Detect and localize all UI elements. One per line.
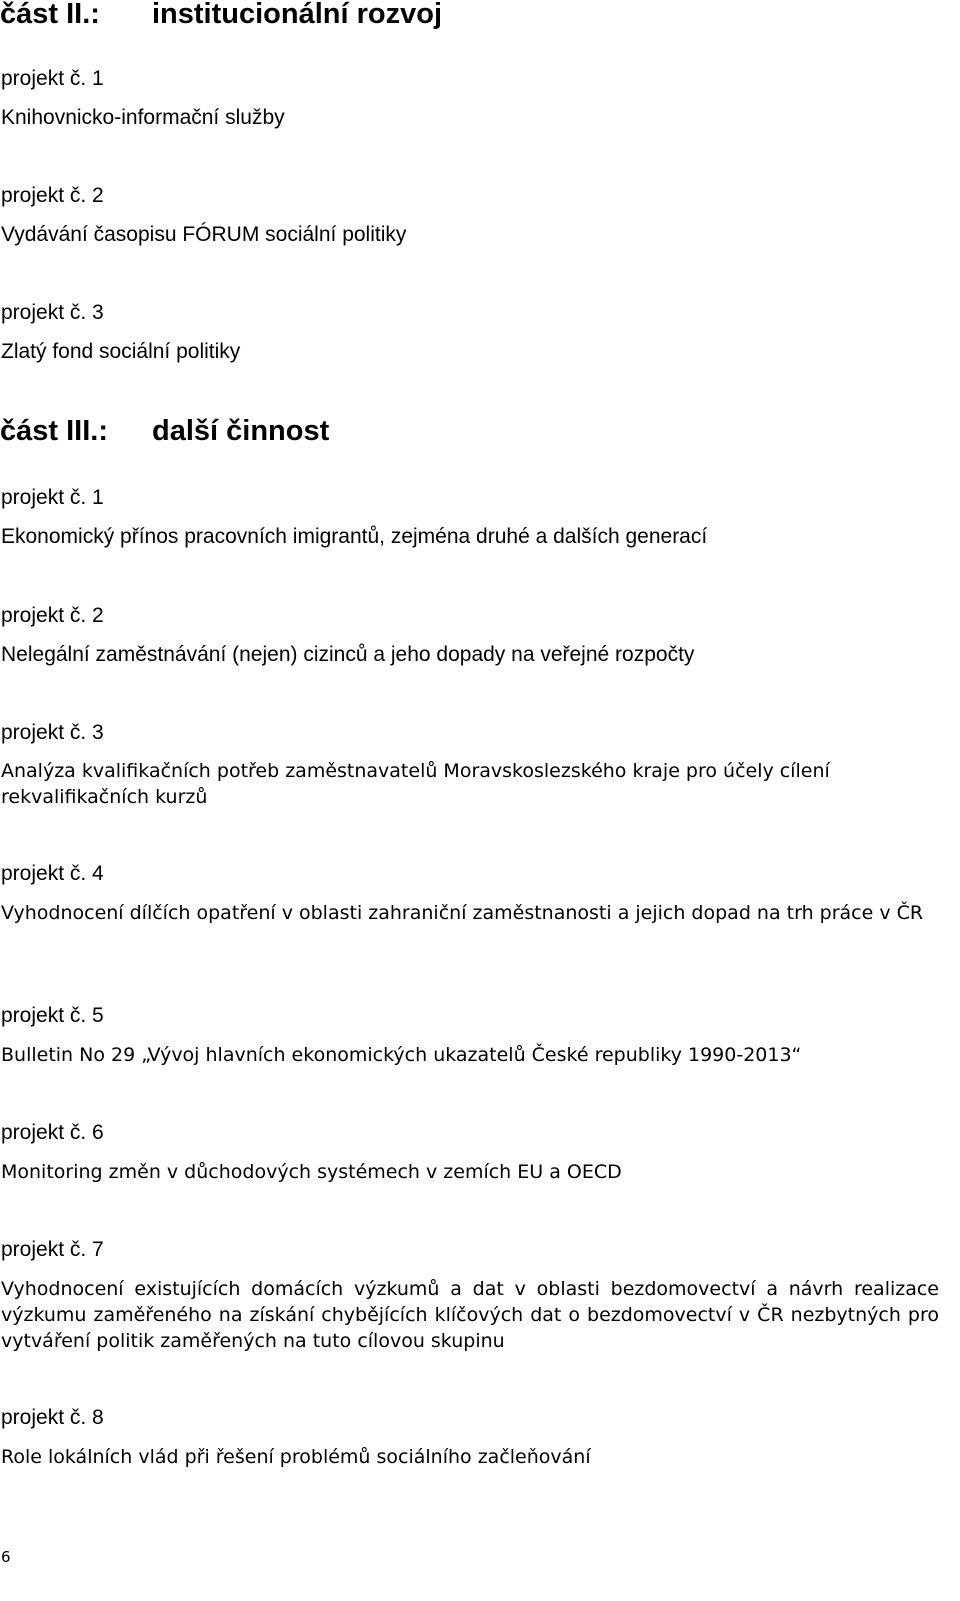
project-label: projekt č. 1 <box>1 67 104 90</box>
project-title: Vyhodnocení dílčích opatření v oblasti zahraniční zaměstnanosti a jejich dopad na trh práce v ČR <box>1 902 924 924</box>
page-number: 6 <box>1 1548 11 1566</box>
project-title: Vydávání časopisu FÓRUM sociální politiky <box>1 223 407 246</box>
project-label: projekt č. 2 <box>1 184 104 207</box>
section-heading-part-2 <box>0 0 442 30</box>
project-title: Vyhodnocení existujících domácích výzkumů a dat v oblasti bezdomovectví a návrh realizace výzkumu zaměřeného na získání chybějících klíčových dat o bezdomovectví v ČR nezbytných pro vytváření politik zaměřených na tuto cílovou skupinu <box>1 1278 939 1352</box>
project-label: projekt č. 7 <box>1 1238 104 1261</box>
project-title: Monitoring změn v důchodových systémech v zemích EU a OECD <box>1 1161 622 1183</box>
project-title: Zlatý fond sociální politiky <box>1 340 241 363</box>
section-number: část II.: <box>0 0 100 30</box>
section-number: část III.: <box>0 415 108 447</box>
project-title: Ekonomický přínos pracovních imigrantů, zejména druhé a dalších generací <box>1 525 708 548</box>
project-label: projekt č. 1 <box>1 486 104 509</box>
project-label: projekt č. 5 <box>1 1004 104 1027</box>
section-title: institucionální rozvoj <box>152 0 443 30</box>
project-title: Knihovnicko-informační služby <box>1 106 285 129</box>
project-label: projekt č. 3 <box>1 301 104 324</box>
project-title: Analýza kvalifikačních potřeb zaměstnavatelů Moravskoslezského kraje pro účely cílení rekvalifikačních kurzů <box>1 760 830 808</box>
section-heading-part-3 <box>0 415 329 447</box>
project-label: projekt č. 3 <box>1 721 104 744</box>
project-label: projekt č. 6 <box>1 1121 104 1144</box>
project-title: Role lokálních vlád při řešení problémů sociálního začleňování <box>1 1446 591 1468</box>
project-label: projekt č. 8 <box>1 1406 104 1429</box>
project-label: projekt č. 4 <box>1 862 104 885</box>
project-title: Bulletin No 29 „Vývoj hlavních ekonomických ukazatelů České republiky 1990-2013“ <box>1 1044 802 1066</box>
section-title: další činnost <box>152 415 330 447</box>
project-label: projekt č. 2 <box>1 604 104 627</box>
project-title: Nelegální zaměstnávání (nejen) cizinců a jeho dopady na veřejné rozpočty <box>1 643 695 666</box>
